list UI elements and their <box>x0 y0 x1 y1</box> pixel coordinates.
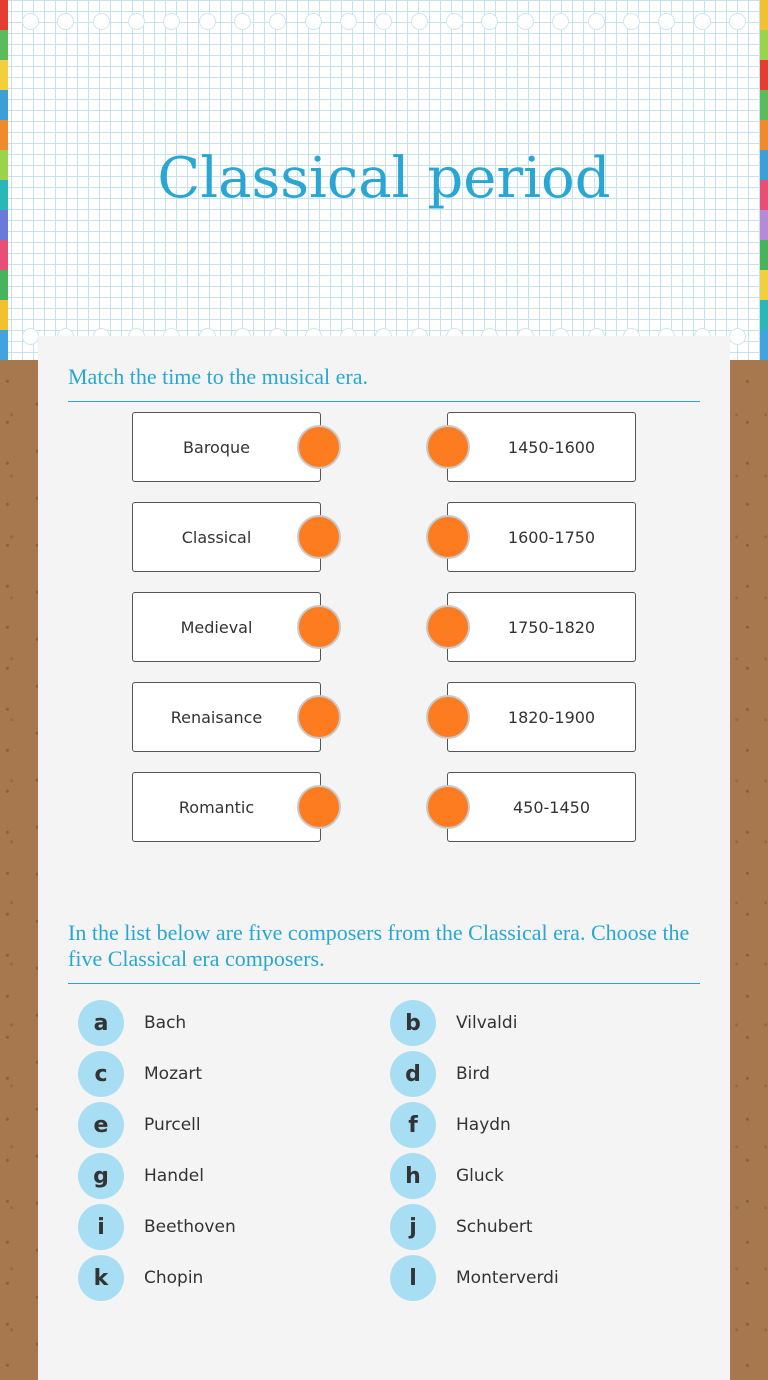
right-connector-dot[interactable] <box>426 425 470 469</box>
era-label: Classical <box>181 527 252 547</box>
multiple-choice-heading: In the list below are five composers from the Classical era. Choose the five Classical era composers. <box>68 920 700 984</box>
choice-option-label[interactable]: Beethoven <box>144 1217 236 1237</box>
binder-hole <box>57 13 74 30</box>
choice-letter-button[interactable]: b <box>390 1000 436 1046</box>
color-stripe <box>760 270 768 300</box>
color-stripe <box>760 0 768 30</box>
color-stripe <box>0 210 8 240</box>
color-stripe <box>0 60 8 90</box>
era-label: Renaisance <box>170 707 263 727</box>
binder-hole <box>305 13 322 30</box>
color-stripe <box>0 330 8 360</box>
match-right-item <box>447 412 636 482</box>
color-stripe <box>0 0 8 30</box>
choice-letter-button[interactable]: l <box>390 1255 436 1301</box>
choice-option-label[interactable]: Haydn <box>456 1115 511 1135</box>
right-connector-dot[interactable] <box>426 605 470 649</box>
time-range-label: 1600-1750 <box>507 527 596 547</box>
choice-letter-button[interactable]: a <box>78 1000 124 1046</box>
left-connector-dot[interactable] <box>297 605 341 649</box>
binder-hole <box>93 13 110 30</box>
match-left-item <box>132 592 321 662</box>
binder-hole <box>552 13 569 30</box>
time-range-label: 1820-1900 <box>507 707 596 727</box>
worksheet-card <box>38 336 730 1380</box>
color-stripe <box>760 300 768 330</box>
choice-option-label[interactable]: Chopin <box>144 1268 204 1288</box>
left-connector-dot[interactable] <box>297 515 341 559</box>
color-stripe <box>0 270 8 300</box>
choice-option-label[interactable]: Purcell <box>144 1115 201 1135</box>
era-label: Medieval <box>180 617 253 637</box>
graph-paper-header <box>0 0 768 360</box>
match-left-item <box>132 412 321 482</box>
left-connector-dot[interactable] <box>297 425 341 469</box>
choice-option-label[interactable]: Gluck <box>456 1166 504 1186</box>
choice-letter-button[interactable]: k <box>78 1255 124 1301</box>
color-stripe <box>760 240 768 270</box>
binder-hole <box>234 13 251 30</box>
binder-hole <box>411 13 428 30</box>
color-stripe <box>0 90 8 120</box>
right-connector-dot[interactable] <box>426 695 470 739</box>
binder-hole <box>446 13 463 30</box>
time-range-label: 450-1450 <box>512 797 591 817</box>
match-right-item <box>447 502 636 572</box>
choice-letter-button[interactable]: j <box>390 1204 436 1250</box>
left-connector-dot[interactable] <box>297 695 341 739</box>
binder-hole <box>375 13 392 30</box>
binder-hole <box>694 13 711 30</box>
binder-hole <box>517 13 534 30</box>
matching-question-heading: Match the time to the musical era. <box>68 364 700 402</box>
color-stripe <box>0 300 8 330</box>
match-left-item <box>132 682 321 752</box>
color-stripe <box>760 330 768 360</box>
binder-hole <box>163 13 180 30</box>
choice-letter-button[interactable]: e <box>78 1102 124 1148</box>
match-left-item <box>132 502 321 572</box>
choice-letter-button[interactable]: i <box>78 1204 124 1250</box>
choice-letter-button[interactable]: c <box>78 1051 124 1097</box>
choice-option-label[interactable]: Monterverdi <box>456 1268 559 1288</box>
binder-hole <box>199 13 216 30</box>
choice-option-label[interactable]: Schubert <box>456 1217 533 1237</box>
era-label: Baroque <box>183 437 250 457</box>
binder-hole <box>269 13 286 30</box>
match-right-item <box>447 682 636 752</box>
choice-letter-button[interactable]: f <box>390 1102 436 1148</box>
color-stripe <box>760 60 768 90</box>
era-label: Romantic <box>178 797 255 817</box>
choice-option-label[interactable]: Vilvaldi <box>456 1013 518 1033</box>
binder-hole <box>22 13 39 30</box>
binder-hole <box>658 13 675 30</box>
choice-option-label[interactable]: Bird <box>456 1064 490 1084</box>
choice-letter-button[interactable]: g <box>78 1153 124 1199</box>
page-title: Classical period <box>157 146 611 211</box>
binder-hole <box>340 13 357 30</box>
choice-letter-button[interactable]: h <box>390 1153 436 1199</box>
binder-hole <box>729 328 746 345</box>
color-stripe <box>760 30 768 60</box>
match-right-item <box>447 592 636 662</box>
binder-hole <box>588 13 605 30</box>
right-connector-dot[interactable] <box>426 785 470 829</box>
choice-option-label[interactable]: Bach <box>144 1013 187 1033</box>
color-stripe <box>0 30 8 60</box>
color-stripe <box>0 240 8 270</box>
time-range-label: 1450-1600 <box>507 437 596 457</box>
binder-hole <box>128 13 145 30</box>
binder-hole <box>623 13 640 30</box>
choice-option-label[interactable]: Handel <box>144 1166 204 1186</box>
color-stripe <box>760 90 768 120</box>
binder-hole <box>22 328 39 345</box>
right-connector-dot[interactable] <box>426 515 470 559</box>
binder-hole <box>729 13 746 30</box>
match-left-item <box>132 772 321 842</box>
choice-letter-button[interactable]: d <box>390 1051 436 1097</box>
choice-option-label[interactable]: Mozart <box>144 1064 203 1084</box>
time-range-label: 1750-1820 <box>507 617 596 637</box>
color-stripe <box>760 210 768 240</box>
binder-holes-top <box>22 13 746 33</box>
left-connector-dot[interactable] <box>297 785 341 829</box>
match-right-item <box>447 772 636 842</box>
binder-hole <box>481 13 498 30</box>
